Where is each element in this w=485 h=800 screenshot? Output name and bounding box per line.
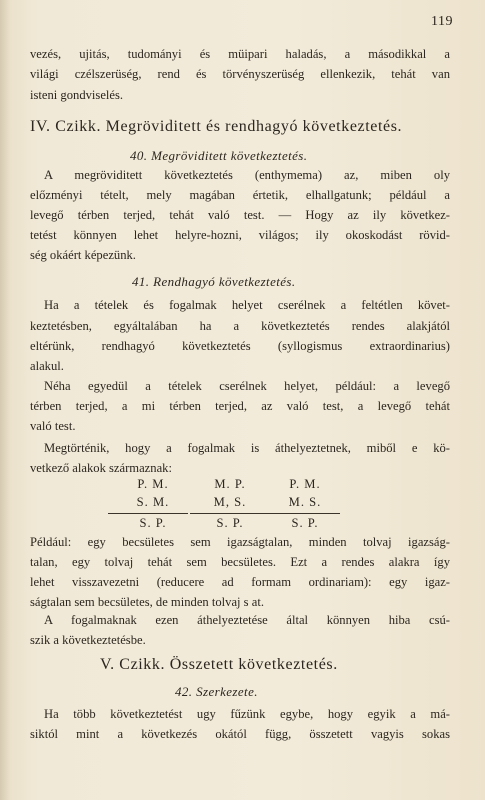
text-line: eltérünk, rendhagyó következtetés (syllogismus extraordinarius) xyxy=(30,339,450,353)
text-line: isteni gondviselés. xyxy=(30,88,124,102)
figure-2-premise-1: M. P. xyxy=(214,477,246,491)
text-line: vezés, ujitás, tudományi és müipari haladás, a másodikkal a xyxy=(30,47,450,61)
figure-3-conclusion: S. P. xyxy=(291,516,319,530)
text-line: Ha több következtetést ugy fűzünk egybe, hogy egyik a má- xyxy=(44,707,450,721)
text-line: szik a következtetésbe. xyxy=(30,633,146,647)
text-line: A megröviditett következtetés (enthymema) az, miben oly xyxy=(44,168,450,182)
figure-3-rule xyxy=(270,513,340,514)
text-line: ságtalan sem becsületes, de minden tolvaj s at. xyxy=(30,595,264,609)
text-line: Például: egy becsületes sem igazságtalan, minden tolvaj igazság- xyxy=(30,535,450,549)
figure-3-premise-2: M. S. xyxy=(288,495,322,509)
text-line: térben terjed, a mi térben terjed, az való test, a levegő tehát xyxy=(30,399,450,413)
text-line: lehet visszavezetni (reducere ad formam ordinariam): egy igaz- xyxy=(30,575,450,589)
text-line: siktól mint a következés okától függ, összetett vagyis sokas xyxy=(30,727,450,741)
chapter-heading: IV. Czikk. Megröviditett és rendhagyó következtetés. xyxy=(30,118,403,135)
text-line: Néha egyedül a tételek cserélnek helyet, például: a levegő xyxy=(44,379,450,393)
text-line: A fogalmaknak ezen áthelyeztetése által könnyen hiba csú- xyxy=(44,613,450,627)
page-gutter-shadow xyxy=(0,0,10,800)
figure-2-rule xyxy=(190,513,270,514)
figure-1-conclusion: S. P. xyxy=(139,516,167,530)
figure-2-premise-2: M, S. xyxy=(213,495,247,509)
text-line: való test. xyxy=(30,419,76,433)
text-line: Megtörténik, hogy a fogalmak is áthelyeztetnek, miből e kö- xyxy=(44,441,450,455)
figure-2-conclusion: S. P. xyxy=(216,516,244,530)
figure-1-premise-2: S. M. xyxy=(136,495,170,509)
text-line: keztetésben, egyáltalában ha a következtetés rendes alakjától xyxy=(30,319,450,333)
text-line: Ha a tételek és fogalmak helyet cserélnek a feltétlen követ- xyxy=(44,298,450,312)
section-title: 40. Megröviditett következtetés. xyxy=(130,148,308,163)
text-line: tetést könnyen lehet helyre-hozni, világos; ily okoskodást rövid- xyxy=(30,228,450,242)
section-title: 41. Rendhagyó következtetés. xyxy=(132,274,296,289)
text-line: vetkező alakok származnak: xyxy=(30,461,172,475)
section-title: 42. Szerkezete. xyxy=(175,684,258,699)
text-line: előzményi tételt, mely magában értetik, elhallgatunk; például a xyxy=(30,188,450,202)
text-line: világi czélszerüség, rend és törvényszerüség ellenkezik, tehát van xyxy=(30,67,450,81)
figure-1-premise-1: P. M. xyxy=(137,477,169,491)
text-line: ség okáért képezünk. xyxy=(30,248,136,262)
text-line: alakul. xyxy=(30,359,64,373)
figure-1-rule xyxy=(108,513,188,514)
chapter-heading: V. Czikk. Összetett következtetés. xyxy=(100,656,338,673)
text-line: levegő térben terjed, tehát való test. — Hogy az ily következ- xyxy=(30,208,450,222)
page-number: 119 xyxy=(431,14,453,29)
text-line: talan, egy tolvaj tehát sem becsületes. Ezt a rendes alakra így xyxy=(30,555,450,569)
figure-3-premise-1: P. M. xyxy=(289,477,321,491)
